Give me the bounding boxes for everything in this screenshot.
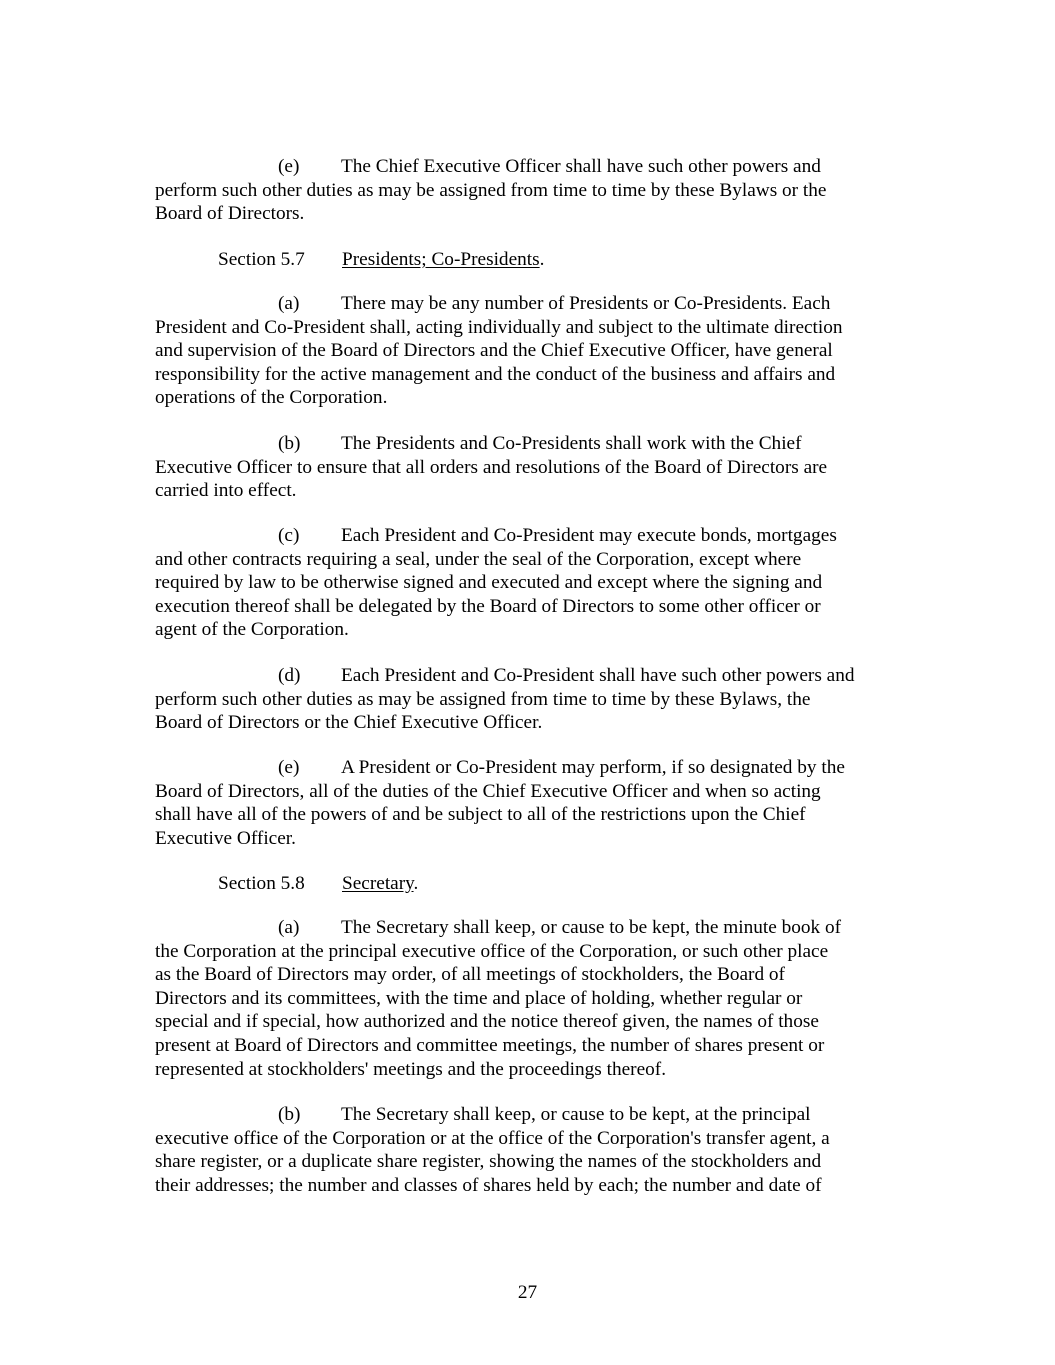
paragraph-line: carried into effect.	[155, 480, 297, 502]
paragraph-line: perform such other duties as may be assigned from time to time by these Bylaws, the	[155, 688, 811, 710]
paragraph-line: special and if special, how authorized and the notice thereof given, the names of those	[155, 1011, 819, 1033]
section-number: Section 5.8	[218, 873, 305, 894]
paragraph-label: (e)	[278, 757, 300, 778]
paragraph-line: Executive Officer to ensure that all orders and resolutions of the Board of Directors are	[155, 456, 828, 478]
paragraph-5-8-a	[155, 916, 905, 1081]
paragraph-line: their addresses; the number and classes of shares held by each; the number and date of	[155, 1174, 822, 1196]
paragraph-line: and other contracts requiring a seal, under the seal of the Corporation, except where	[155, 548, 802, 570]
paragraph-label: (c)	[278, 525, 300, 546]
paragraph-5-7-b	[155, 432, 905, 503]
paragraph-line: responsibility for the active management and the conduct of the business and affairs and	[155, 363, 836, 385]
paragraph-line: and supervision of the Board of Directors and the Chief Executive Officer, have general	[155, 340, 833, 362]
paragraph-first-line: The Secretary shall keep, or cause to be kept, the minute book of	[341, 917, 842, 938]
paragraph-line: shall have all of the powers of and be subject to all of the restrictions upon the Chief	[155, 804, 806, 826]
paragraph-5-7-e	[155, 756, 905, 850]
paragraph-5-7-a	[155, 292, 905, 410]
paragraph-label: (b)	[278, 433, 301, 454]
section-title-period: .	[539, 249, 545, 270]
paragraph-line: represented at stockholders' meetings and the proceedings thereof.	[155, 1058, 667, 1080]
paragraph-first-line: The Presidents and Co-Presidents shall work with the Chief	[341, 433, 802, 454]
paragraph-line: Board of Directors or the Chief Executive Officer.	[155, 712, 543, 734]
paragraph-first-line: There may be any number of Presidents or Co-Presidents. Each	[341, 293, 831, 314]
paragraph-line: execution thereof shall be delegated by the Board of Directors to some other officer or	[155, 595, 821, 617]
paragraph-first-line: The Secretary shall keep, or cause to be kept, at the principal	[341, 1104, 811, 1125]
section-title-period: .	[413, 873, 419, 894]
section-title: Secretary	[342, 873, 414, 894]
paragraph-label: (a)	[278, 293, 300, 314]
paragraph-5-8-b	[155, 1103, 905, 1197]
paragraph-first-line: A President or Co-President may perform, if so designated by the	[341, 757, 845, 778]
page-number: 27	[517, 1282, 538, 1303]
paragraph-line: perform such other duties as may be assigned from time to time by these Bylaws or the	[155, 179, 827, 201]
paragraph-5-7-c	[155, 524, 905, 642]
paragraph-line: agent of the Corporation.	[155, 619, 349, 641]
paragraph-line: present at Board of Directors and committee meetings, the number of shares present or	[155, 1034, 825, 1056]
paragraph-line: Directors and its committees, with the time and place of holding, whether regular or	[155, 987, 803, 1009]
section-number: Section 5.7	[218, 249, 305, 270]
paragraph-first-line: Each President and Co-President shall have such other powers and	[341, 665, 855, 686]
paragraph-label: (a)	[278, 917, 300, 938]
paragraph-5-6-e	[155, 155, 905, 226]
paragraph-line: the Corporation at the principal executive office of the Corporation, or such other place	[155, 940, 829, 962]
paragraph-line: as the Board of Directors may order, of all meetings of stockholders, the Board of	[155, 964, 785, 986]
paragraph-line: required by law to be otherwise signed and executed and except where the signing and	[155, 572, 823, 594]
section-heading-5-7	[218, 248, 544, 272]
paragraph-first-line: Each President and Co-President may execute bonds, mortgages	[341, 525, 837, 546]
paragraph-line: Executive Officer.	[155, 827, 296, 849]
paragraph-5-7-d	[155, 664, 905, 735]
paragraph-line: President and Co-President shall, acting individually and subject to the ultimate direction	[155, 316, 843, 338]
paragraph-label: (b)	[278, 1104, 301, 1125]
paragraph-first-line: The Chief Executive Officer shall have such other powers and	[341, 156, 821, 177]
paragraph-label: (d)	[278, 665, 301, 686]
paragraph-line: Board of Directors.	[155, 203, 305, 225]
paragraph-line: operations of the Corporation.	[155, 387, 388, 409]
paragraph-line: Board of Directors, all of the duties of the Chief Executive Officer and when so acting	[155, 780, 821, 802]
section-title: Presidents; Co-Presidents	[342, 249, 540, 270]
section-heading-5-8	[218, 872, 418, 896]
paragraph-line: executive office of the Corporation or at the office of the Corporation's transfer agent, a	[155, 1127, 830, 1149]
paragraph-label: (e)	[278, 156, 300, 177]
paragraph-line: share register, or a duplicate share register, showing the names of the stockholders and	[155, 1151, 822, 1173]
